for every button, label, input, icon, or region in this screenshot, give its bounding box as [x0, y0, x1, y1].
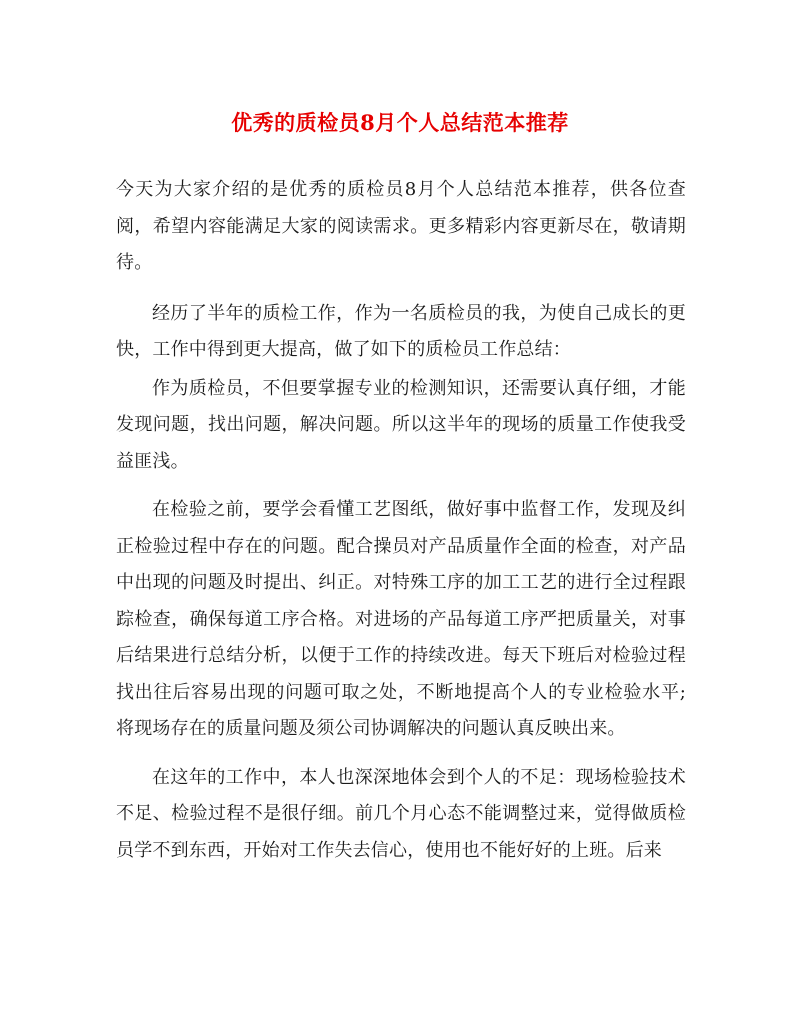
document-body	[116, 172, 686, 881]
paragraph-intro: 今天为大家介绍的是优秀的质检员8月个人总结范本推荐，供各位查阅，希望内容能满足大家的阅读需求。更多精彩内容更新尽在，敬请期待。	[116, 179, 686, 273]
paragraph-shortcomings: 在这年的工作中，本人也深深地体会到个人的不足：现场检验技术不足、检验过程不是很仔细。前几个月心态不能调整过来，觉得做质检员学不到东西，开始对工作失去信心，使用也不能好好的上班。后来	[116, 766, 686, 861]
document-title: 优秀的质检员8月个人总结范本推荐	[231, 110, 569, 135]
paragraph-experience: 经历了半年的质检工作，作为一名质检员的我，为使自己成长的更快，工作中得到更大提高，做了如下的质检员工作总结：	[116, 302, 686, 360]
paragraph-before-inspection: 在检验之前，要学会看懂工艺图纸，做好事中监督工作，发现及纠正检验过程中存在的问题。配合操员对产品质量作全面的检查，对产品中出现的问题及时提出、纠正。对特殊工序的加工工艺的进行全过程跟踪检查，确保每道工序合格。对进场的产品每道工序严把质量关，对事后结果进行总结分析，以便于工作的持续改进。每天下班后对检验过程找出往后容易出现的问题可取之处，不断地提高个人的专业检验水平;将现场存在的质量问题及须公司协调解决的问题认真反映出来。	[116, 499, 686, 739]
paragraph-inspector-duty: 作为质检员，不但要掌握专业的检测知识，还需要认真仔细，才能发现问题，找出问题，解决问题。所以这半年的现场的质量工作使我受益匪浅。	[116, 377, 686, 472]
